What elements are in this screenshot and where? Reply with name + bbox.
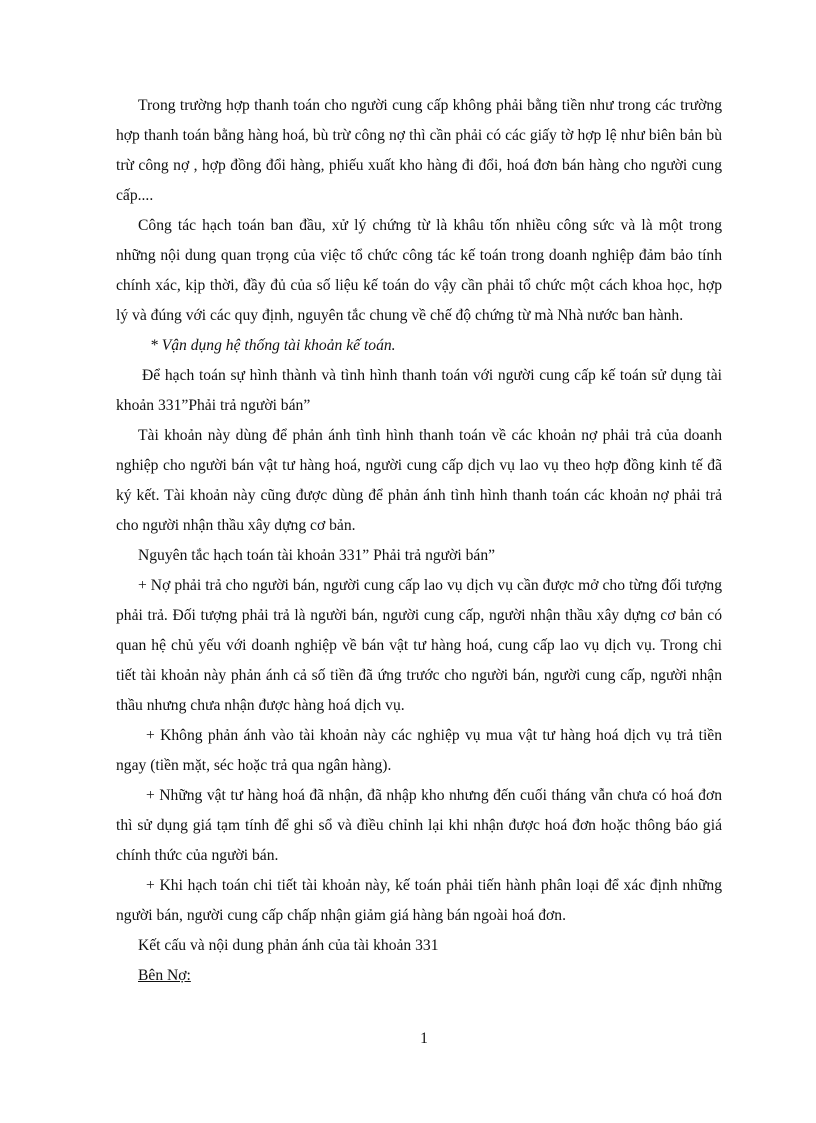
section-heading-account-system: * Vận dụng hệ thống tài khoản kế toán. — [150, 337, 396, 354]
list-item-discount-classification: + Khi hạch toán chi tiết tài khoản này, kế toán phải tiến hành phân loại để xác định những người bán, người cung cấp chấp nhận giảm giá hàng bán ngoài hoá đơn. — [116, 877, 722, 924]
subheading-debit-side — [116, 961, 722, 991]
paragraph-account-purpose: Tài khoản này dùng để phản ánh tình hình thanh toán về các khoản nợ phải trả của doanh nghiệp cho người bán vật tư hàng hoá, người cung cấp dịch vụ lao vụ theo hợp đồng kinh tế đã ký kết. Tài khoản này cũng được dùng để phản ánh tình hình thanh toán các khoản nợ phải trả cho người nhận thầu xây dựng cơ bản. — [116, 427, 722, 534]
paragraph-accounting-principles: Nguyên tắc hạch toán tài khoản 331” Phải trả người bán” — [138, 547, 496, 564]
paragraph-account-331-usage: Để hạch toán sự hình thành và tình hình thanh toán với người cung cấp kế toán sử dụng tài khoản 331”Phải trả người bán” — [116, 367, 722, 414]
list-item-no-cash-purchases: + Không phản ánh vào tài khoản này các nghiệp vụ mua vật tư hàng hoá dịch vụ trả tiền ngay (tiền mặt, séc hoặc trả qua ngân hàng). — [116, 727, 722, 774]
paragraph-account-structure: Kết cấu và nội dung phản ánh của tài khoản 331 — [138, 937, 439, 954]
paragraph-initial-accounting: Công tác hạch toán ban đầu, xử lý chứng từ là khâu tốn nhiều công sức và là một trong những nội dung quan trọng của việc tổ chức công tác kế toán trong doanh nghiệp đảm bảo tính chính xác, kịp thời, đầy đủ của số liệu kế toán do vậy cần phải tổ chức một cách khoa học, hợp lý và đúng với các quy định, nguyên tắc chung về chế độ chứng từ mà Nhà nước ban hành. — [116, 217, 722, 324]
paragraph-payment-non-cash: Trong trường hợp thanh toán cho người cung cấp không phải bằng tiền như trong các trường hợp thanh toán bằng hàng hoá, bù trừ công nợ thì cần phải có các giấy tờ hợp lệ như biên bản bù trừ công nợ , hợp đồng đổi hàng, phiếu xuất kho hàng đi đổi, hoá đơn bán hàng cho người cung cấp.... — [116, 97, 722, 204]
list-item-payables-per-object: + Nợ phải trả cho người bán, người cung cấp lao vụ dịch vụ cần được mở cho từng đối tượng phải trả. Đối tượng phải trả là người bán, người cung cấp, người nhận thầu xây dựng cơ bản có quan hệ chủ yếu với doanh nghiệp về bán vật tư hàng hoá, cung cấp lao vụ dịch vụ. Trong chi tiết tài khoản này phản ánh cả số tiền đã ứng trước cho người bán, người cung cấp, người nhận thầu nhưng chưa nhận được hàng hoá dịch vụ. — [116, 577, 722, 714]
list-item-provisional-price: + Những vật tư hàng hoá đã nhận, đã nhập kho nhưng đến cuối tháng vẫn chưa có hoá đơn thì sử dụng giá tạm tính để ghi sổ và điều chỉnh lại khi nhận được hoá đơn hoặc thông báo giá chính thức của người bán. — [116, 787, 722, 864]
document-body — [116, 91, 722, 991]
debit-side-label: Bên Nợ: — [138, 967, 191, 984]
page-number: 1 — [420, 1030, 428, 1047]
